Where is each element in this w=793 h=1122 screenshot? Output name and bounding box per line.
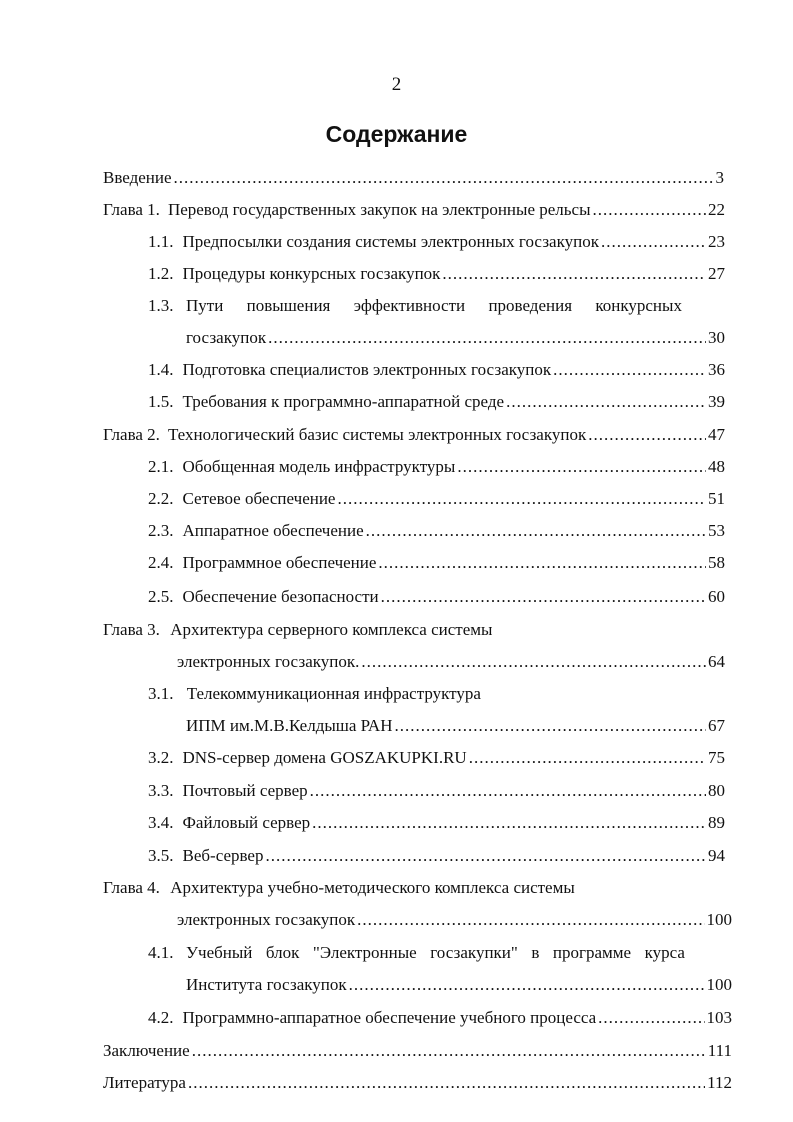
toc-number: 2.4. [148, 553, 174, 572]
toc-label: Обеспечение безопасности [182, 587, 379, 606]
leader-dots [349, 972, 705, 998]
toc-number: 3.4. [148, 813, 174, 832]
toc-entry-2-3 [148, 518, 725, 544]
toc-word: Учебный [186, 943, 253, 962]
leader-dots [442, 261, 706, 287]
toc-number: 4.2. [148, 1008, 174, 1027]
toc-page: 103 [706, 1008, 732, 1027]
toc-page: 39 [708, 392, 725, 411]
toc-entry-1-4 [148, 357, 725, 383]
leader-dots [268, 325, 706, 351]
leader-dots [395, 713, 707, 739]
toc-number: 2.3. [148, 521, 174, 540]
toc-number: Глава 2. [103, 425, 160, 444]
toc-label: госзакупок [186, 328, 267, 347]
toc-word: курса [644, 943, 685, 962]
toc-entry-chapter-4-line-2 [177, 907, 732, 933]
toc-entry-chapter-1 [103, 197, 725, 223]
toc-word: блок [265, 943, 300, 962]
toc-page: 60 [708, 587, 725, 606]
toc-page: 27 [708, 264, 725, 283]
toc-page: 80 [708, 781, 725, 800]
toc-number: 1.3. [148, 296, 174, 315]
toc-page: 100 [706, 910, 732, 929]
toc-entry-3-2 [148, 745, 725, 771]
toc-entry-chapter-4-line-1 [103, 875, 575, 901]
toc-entry-1-1 [148, 229, 725, 255]
toc-number: 1.5. [148, 392, 174, 411]
toc-entry-1-2 [148, 261, 725, 287]
leader-dots [192, 1038, 706, 1064]
toc-label: Обобщенная модель инфраструктуры [182, 457, 456, 476]
leader-dots [601, 229, 706, 255]
toc-label: Телекоммуникационная инфраструктура [186, 684, 481, 703]
toc-word: в [531, 943, 540, 962]
toc-entry-3-5 [148, 843, 725, 869]
leader-dots [361, 649, 706, 675]
toc-label: Литература [103, 1073, 186, 1092]
toc-label: Архитектура учебно-методического комплекса системы [170, 878, 575, 897]
toc-entry-4-2 [148, 1005, 732, 1031]
toc-entry-1-3-line-2 [186, 325, 725, 351]
leader-dots [188, 1070, 705, 1096]
leader-dots [337, 486, 706, 512]
toc-entry-2-1 [148, 454, 725, 480]
page-title: Содержание [325, 121, 468, 147]
toc-entry-1-5 [148, 389, 725, 415]
toc-page: 48 [708, 457, 725, 476]
toc-label: Аппаратное обеспечение [182, 521, 364, 540]
leader-dots [593, 197, 707, 223]
toc-entry-literature [103, 1070, 732, 1096]
leader-dots [381, 584, 706, 610]
toc-label: Веб-сервер [182, 846, 264, 865]
toc-word: проведения [488, 296, 573, 315]
toc-entry-2-4 [148, 550, 725, 576]
toc-page: 111 [707, 1041, 732, 1060]
toc-page: 75 [708, 748, 725, 767]
toc-entry-chapter-3-line-1 [103, 617, 492, 643]
toc-page: 58 [708, 553, 725, 572]
toc-word: конкурсных [595, 296, 682, 315]
toc-entry-chapter-3-line-2 [177, 649, 725, 675]
toc-label: Почтовый сервер [182, 781, 308, 800]
toc-label: Процедуры конкурсных госзакупок [182, 264, 441, 283]
toc-label: Требования к программно-аппаратной среде [182, 392, 505, 411]
toc-page: 100 [706, 975, 732, 994]
leader-dots [310, 778, 706, 804]
toc-number: 2.5. [148, 587, 174, 606]
toc-page: 36 [708, 360, 725, 379]
leader-dots [357, 907, 704, 933]
toc-number: 2.1. [148, 457, 174, 476]
toc-word: эффективности [353, 296, 466, 315]
toc-entry-conclusion [103, 1038, 732, 1064]
toc-page: 47 [708, 425, 725, 444]
leader-dots [506, 389, 706, 415]
toc-number: 3.2. [148, 748, 174, 767]
toc-entry-4-1-line-1 [186, 940, 685, 966]
toc-label: Сетевое обеспечение [182, 489, 336, 508]
toc-word: "Электронные [312, 943, 417, 962]
toc-number: 4.1. [148, 943, 174, 962]
page-number: 2 [391, 74, 402, 95]
toc-label: Программное обеспечение [182, 553, 377, 572]
toc-page: 67 [708, 716, 725, 735]
toc-label: Архитектура серверного комплекса системы [170, 620, 493, 639]
leader-dots [588, 422, 706, 448]
toc-entry-chapter-2 [103, 422, 725, 448]
toc-entry-4-1-line-2 [186, 972, 732, 998]
leader-dots [378, 550, 706, 576]
toc-number: 3.5. [148, 846, 174, 865]
toc-word: программе [552, 943, 632, 962]
toc-entry-3-1-line-1 [148, 681, 481, 707]
toc-label: ИПМ им.М.В.Келдыша РАН [186, 716, 393, 735]
toc-number: 1.4. [148, 360, 174, 379]
toc-number: 3.1. [148, 684, 174, 703]
toc-entry-2-5 [148, 584, 725, 610]
toc-page: 112 [707, 1073, 732, 1092]
toc-label: Введение [103, 168, 172, 187]
leader-dots [366, 518, 706, 544]
toc-word: повышения [246, 296, 331, 315]
toc-page: 53 [708, 521, 725, 540]
toc-entry-intro [103, 165, 724, 191]
toc-label: Института госзакупок [186, 975, 347, 994]
leader-dots [457, 454, 706, 480]
toc-number: 2.2. [148, 489, 174, 508]
toc-label: Подготовка специалистов электронных госзакупок [182, 360, 552, 379]
toc-entry-3-4 [148, 810, 725, 836]
toc-entry-3-1-line-2 [186, 713, 725, 739]
toc-label: Технологический базис системы электронных госзакупок [167, 425, 587, 444]
toc-label: Файловый сервер [182, 813, 311, 832]
toc-page: 89 [708, 813, 725, 832]
leader-dots [174, 165, 714, 191]
toc-label: Предпосылки создания системы электронных госзакупок [182, 232, 599, 251]
leader-dots [312, 810, 706, 836]
toc-number: 3.3. [148, 781, 174, 800]
toc-page: 23 [708, 232, 725, 251]
toc-entry-2-2 [148, 486, 725, 512]
toc-label: Перевод государственных закупок на электронные рельсы [167, 200, 591, 219]
toc-entry-1-3-line-1 [186, 293, 682, 319]
toc-word: Пути [186, 296, 224, 315]
leader-dots [553, 357, 706, 383]
toc-label: Программно-аппаратное обеспечение учебного процесса [182, 1008, 597, 1027]
toc-number: 1.1. [148, 232, 174, 251]
toc-page: 30 [708, 328, 725, 347]
toc-label: электронных госзакупок. [177, 652, 360, 671]
leader-dots [469, 745, 706, 771]
toc-number: Глава 4. [103, 878, 160, 897]
leader-dots [598, 1005, 704, 1031]
toc-page: 3 [715, 168, 724, 187]
toc-page: 64 [708, 652, 725, 671]
toc-label: DNS-сервер домена GOSZAKUPKI.RU [182, 748, 467, 767]
toc-page: 94 [708, 846, 725, 865]
toc-label: Заключение [103, 1041, 190, 1060]
leader-dots [265, 843, 706, 869]
toc-word: госзакупки" [430, 943, 518, 962]
toc-page: 51 [708, 489, 725, 508]
toc-number: 1.2. [148, 264, 174, 283]
toc-label: электронных госзакупок [177, 910, 356, 929]
toc-page: 22 [708, 200, 725, 219]
toc-entry-3-3 [148, 778, 725, 804]
toc-number: Глава 1. [103, 200, 160, 219]
toc-number: Глава 3. [103, 620, 160, 639]
